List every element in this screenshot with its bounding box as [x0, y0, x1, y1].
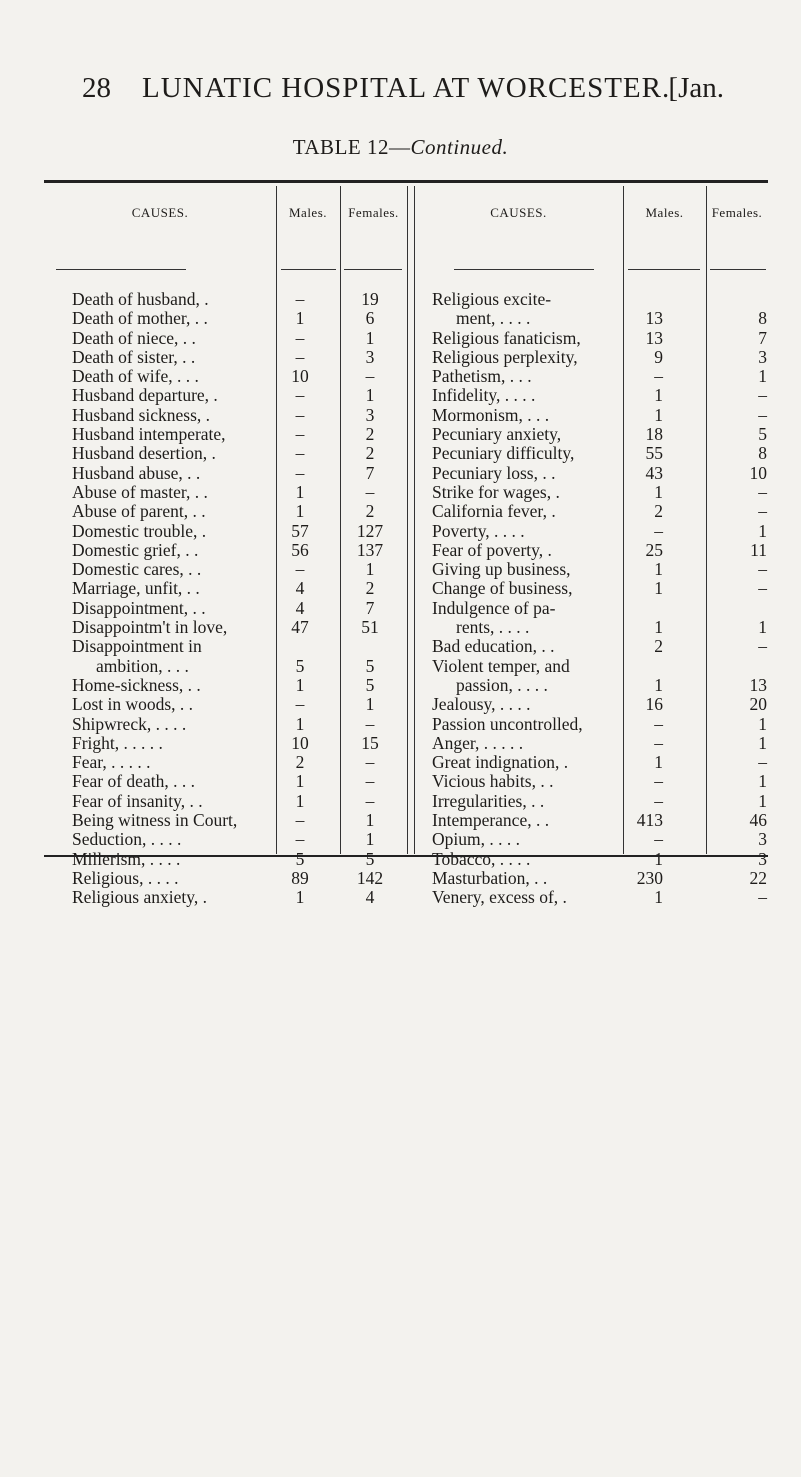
females-cell: 1 [758, 520, 767, 541]
cause-cell: Domestic cares, . . [72, 560, 202, 580]
males-cell: 1 [295, 771, 305, 792]
cause-cell: California fever, . [432, 502, 556, 522]
cause-cell: Masturbation, . . [432, 868, 548, 888]
males-cell: 4 [295, 578, 305, 599]
table-title-main: TABLE 12— [292, 135, 411, 159]
females-cell: – [365, 771, 375, 792]
males-cell: 25 [645, 539, 663, 560]
males-cell: 47 [291, 617, 309, 638]
cause-cell: Religious fanaticism, [432, 328, 581, 348]
females-cell: 7 [365, 462, 375, 483]
males-cell: 1 [654, 404, 663, 425]
males-cell: – [295, 385, 305, 406]
cause-cell: Anger, . . . . . [432, 733, 524, 753]
page-number: 28 [82, 72, 111, 104]
females-cell: – [758, 578, 767, 599]
males-cell: 5 [295, 655, 305, 676]
cause-cell: Abuse of master, . . [72, 482, 208, 502]
males-cell: 1 [654, 848, 663, 869]
males-cell: – [654, 829, 663, 850]
females-cell: 20 [749, 694, 767, 715]
females-cell: – [758, 752, 767, 773]
males-cell: – [654, 713, 663, 734]
cause-cell: Death of niece, . . [72, 328, 196, 348]
females-cell: 19 [361, 289, 379, 309]
males-cell: 1 [654, 752, 663, 773]
males-cell: 1 [295, 308, 305, 329]
males-cell: – [295, 810, 305, 831]
females-cell: 46 [749, 810, 767, 831]
males-cell [623, 290, 685, 309]
cause-cell: Pathetism, . . . [432, 367, 532, 387]
males-cell: 4 [295, 597, 305, 618]
females-cell: 142 [356, 867, 384, 888]
females-cell: – [365, 713, 375, 734]
males-cell: 1 [654, 385, 663, 406]
males-cell: 55 [645, 443, 663, 464]
males-cell: 16 [645, 694, 663, 715]
males-cell: 10 [291, 366, 309, 387]
males-cell: – [295, 424, 305, 445]
females-cell: 10 [749, 462, 767, 483]
females-cell: 5 [365, 655, 375, 676]
females-cell: 3 [365, 404, 375, 425]
males-cell: 57 [291, 520, 309, 541]
cause-cell: Pecuniary difficulty, [432, 444, 575, 464]
females-cell: – [758, 404, 767, 425]
males-cell [623, 599, 685, 618]
cause-cell: Religious excite- [432, 290, 552, 309]
left-causes-column [72, 290, 275, 908]
males-cell: 1 [654, 559, 663, 580]
header-rule-left-males [281, 269, 336, 270]
females-cell: 1 [758, 617, 767, 638]
males-cell: – [295, 404, 305, 425]
males-cell: 1 [654, 481, 663, 502]
header-rule-left-causes [56, 269, 186, 270]
right-males-column [623, 290, 685, 908]
males-cell: – [654, 732, 663, 753]
cause-cell: Intemperance, . . [432, 811, 550, 831]
females-cell: 1 [758, 713, 767, 734]
females-cell: 11 [750, 539, 767, 560]
females-cell: 1 [758, 732, 767, 753]
cause-cell: Change of business, [432, 579, 573, 599]
cause-cell: Infidelity, . . . . [432, 386, 536, 406]
females-cell: 5 [365, 674, 375, 695]
females-cell: 15 [361, 732, 379, 753]
males-cell: 56 [291, 539, 309, 560]
cause-cell: Venery, excess of, . [432, 888, 567, 908]
cause-cell: Disappointment, . . [72, 598, 206, 618]
cause-cell: Strike for wages, . [432, 482, 560, 502]
cause-cell: Fear of poverty, . [432, 540, 552, 560]
cause-cell: ambition, . . . [96, 656, 189, 676]
header-rule-right-males [628, 269, 700, 270]
page-header [82, 72, 722, 112]
females-cell: – [758, 887, 767, 908]
cause-cell: Religious anxiety, . [72, 888, 207, 908]
left-males-column [276, 290, 324, 908]
males-cell: 230 [636, 867, 663, 888]
females-cell: 3 [758, 829, 767, 850]
males-cell: – [295, 829, 305, 850]
cause-cell: Fright, . . . . . [72, 733, 163, 753]
left-causes-header: CAUSES. [131, 205, 189, 220]
cause-cell: rents, . . . . [456, 618, 530, 638]
cause-cell: Opium, . . . . [432, 830, 520, 850]
right-females-column [706, 290, 767, 908]
males-cell: 18 [645, 424, 663, 445]
running-title: LUNATIC HOSPITAL AT WORCESTER. [142, 72, 671, 104]
cause-cell: Husband sickness, . [72, 405, 211, 425]
males-cell: 1 [654, 674, 663, 695]
cause-cell: Husband departure, . [72, 386, 218, 406]
females-cell: 51 [361, 617, 379, 638]
females-cell: – [758, 559, 767, 580]
females-cell [706, 290, 767, 309]
males-cell: 13 [645, 308, 663, 329]
cause-cell: Husband intemperate, [72, 425, 226, 445]
males-cell: 5 [295, 848, 305, 869]
cause-cell: Tobacco, . . . . [432, 849, 531, 869]
females-cell: 1 [758, 366, 767, 387]
females-cell [706, 657, 767, 676]
males-cell: 89 [291, 867, 309, 888]
males-cell: – [654, 366, 663, 387]
females-cell: – [758, 501, 767, 522]
cause-cell: Pecuniary anxiety, [432, 425, 562, 445]
table-bottom-rule [44, 855, 768, 857]
males-cell: 2 [295, 752, 305, 773]
right-causes-header: CAUSES. [490, 205, 547, 220]
females-cell: 7 [365, 597, 375, 618]
right-males-header: Males. [645, 205, 684, 220]
cause-cell: Pecuniary loss, . . [432, 463, 556, 483]
females-cell: 22 [749, 867, 767, 888]
cause-cell: Husband desertion, . [72, 444, 216, 464]
cause-cell: Disappointm't in love, [72, 618, 228, 638]
females-cell: – [365, 366, 375, 387]
females-cell: 7 [758, 327, 767, 348]
females-cell: – [758, 385, 767, 406]
males-cell: 1 [654, 578, 663, 599]
cause-cell: Jealousy, . . . . [432, 695, 531, 715]
males-cell: 13 [645, 327, 663, 348]
header-rule-right-females [710, 269, 766, 270]
cause-cell: Death of husband, . [72, 290, 209, 309]
header-rule-right-causes [454, 269, 594, 270]
males-cell: – [295, 462, 305, 483]
females-cell: 13 [749, 674, 767, 695]
cause-cell: Irregularities, . . [432, 791, 545, 811]
females-cell: 3 [758, 848, 767, 869]
males-cell: 1 [295, 481, 305, 502]
females-cell: 1 [365, 559, 375, 580]
cause-cell: Millerism, . . . . [72, 849, 181, 869]
females-cell: 1 [365, 327, 375, 348]
divider-center-2 [414, 186, 415, 854]
males-cell: – [654, 790, 663, 811]
females-cell: 5 [758, 424, 767, 445]
cause-cell: Passion uncontrolled, [432, 714, 583, 734]
females-cell: – [758, 481, 767, 502]
males-cell [623, 657, 685, 676]
cause-cell: Lost in woods, . . [72, 695, 194, 715]
cause-cell: Being witness in Court, [72, 811, 238, 831]
males-cell: – [295, 289, 305, 309]
table-title-continued: Continued. [410, 135, 509, 159]
cause-cell: Disappointment in [72, 637, 202, 657]
females-cell: 5 [365, 848, 375, 869]
cause-cell: Bad education, . . [432, 637, 555, 657]
cause-cell: Religious perplexity, [432, 347, 578, 367]
males-cell: – [654, 520, 663, 541]
table-title [0, 135, 801, 160]
cause-cell: Giving up business, [432, 560, 571, 580]
females-cell: 8 [758, 443, 767, 464]
females-cell: 2 [365, 501, 375, 522]
females-cell: 2 [365, 424, 375, 445]
cause-cell: Death of sister, . . [72, 347, 196, 367]
females-cell: – [365, 790, 375, 811]
right-females-header: Females. [711, 205, 763, 220]
females-cell: – [758, 636, 767, 657]
cause-cell: Death of wife, . . . [72, 367, 199, 387]
header-rule-left-females [344, 269, 402, 270]
cause-cell: Indulgence of pa- [432, 598, 556, 618]
males-cell: 9 [654, 346, 663, 367]
males-cell: – [295, 327, 305, 348]
males-cell: 1 [295, 674, 305, 695]
females-cell: 2 [365, 443, 375, 464]
females-cell: 2 [365, 578, 375, 599]
left-females-header: Females. [348, 205, 399, 220]
males-cell: 413 [636, 810, 663, 831]
cause-cell: Fear, . . . . . [72, 753, 151, 773]
left-males-header: Males. [288, 205, 328, 220]
males-cell: 10 [291, 732, 309, 753]
females-cell: 1 [365, 829, 375, 850]
females-cell: 1 [365, 385, 375, 406]
males-cell: 1 [295, 887, 305, 908]
males-cell: 2 [654, 636, 663, 657]
males-cell: – [295, 346, 305, 367]
header-date: [Jan. [668, 72, 724, 104]
females-cell: 1 [758, 771, 767, 792]
cause-cell: Fear of insanity, . . [72, 791, 203, 811]
females-cell: 1 [758, 790, 767, 811]
table-top-rule [44, 180, 768, 183]
males-cell: – [295, 443, 305, 464]
left-females-column [340, 290, 400, 908]
females-cell: – [365, 481, 375, 502]
cause-cell: Vicious habits, . . [432, 772, 554, 792]
females-cell [340, 637, 400, 656]
cause-cell: Domestic trouble, . [72, 521, 207, 541]
divider-center-1 [407, 186, 408, 854]
males-cell: 1 [295, 790, 305, 811]
cause-cell: Death of mother, . . [72, 309, 208, 329]
females-cell: 1 [365, 694, 375, 715]
cause-cell: Domestic grief, . . [72, 540, 199, 560]
males-cell: 1 [295, 501, 305, 522]
cause-cell: Seduction, . . . . [72, 830, 182, 850]
cause-cell: Religious, . . . . [72, 868, 179, 888]
females-cell [706, 599, 767, 618]
cause-cell: Home-sickness, . . [72, 675, 201, 695]
cause-cell: Violent temper, and [432, 656, 570, 676]
males-cell: – [654, 771, 663, 792]
females-cell: 4 [365, 887, 375, 908]
males-cell: 1 [295, 713, 305, 734]
cause-cell: Mormonism, . . . [432, 405, 550, 425]
females-cell: 8 [758, 308, 767, 329]
males-cell: 2 [654, 501, 663, 522]
cause-cell: Poverty, . . . . [432, 521, 525, 541]
males-cell: 1 [654, 617, 663, 638]
females-cell: 137 [356, 539, 384, 560]
females-cell: 3 [365, 346, 375, 367]
males-cell: – [295, 559, 305, 580]
females-cell: – [365, 752, 375, 773]
cause-cell: ment, . . . . [456, 309, 531, 329]
cause-cell: Marriage, unfit, . . [72, 579, 200, 599]
females-cell: 6 [365, 308, 375, 329]
females-cell: 1 [365, 810, 375, 831]
females-cell: 127 [356, 520, 384, 541]
males-cell: 1 [654, 887, 663, 908]
cause-cell: Husband abuse, . . [72, 463, 201, 483]
males-cell [276, 637, 324, 656]
cause-cell: Fear of death, . . . [72, 772, 195, 792]
cause-cell: Abuse of parent, . . [72, 502, 206, 522]
females-cell: 3 [758, 346, 767, 367]
cause-cell: Shipwreck, . . . . [72, 714, 187, 734]
cause-cell: passion, . . . . [456, 675, 548, 695]
right-causes-column [432, 290, 622, 908]
males-cell: – [295, 694, 305, 715]
males-cell: 43 [645, 462, 663, 483]
cause-cell: Great indignation, . [432, 753, 569, 773]
